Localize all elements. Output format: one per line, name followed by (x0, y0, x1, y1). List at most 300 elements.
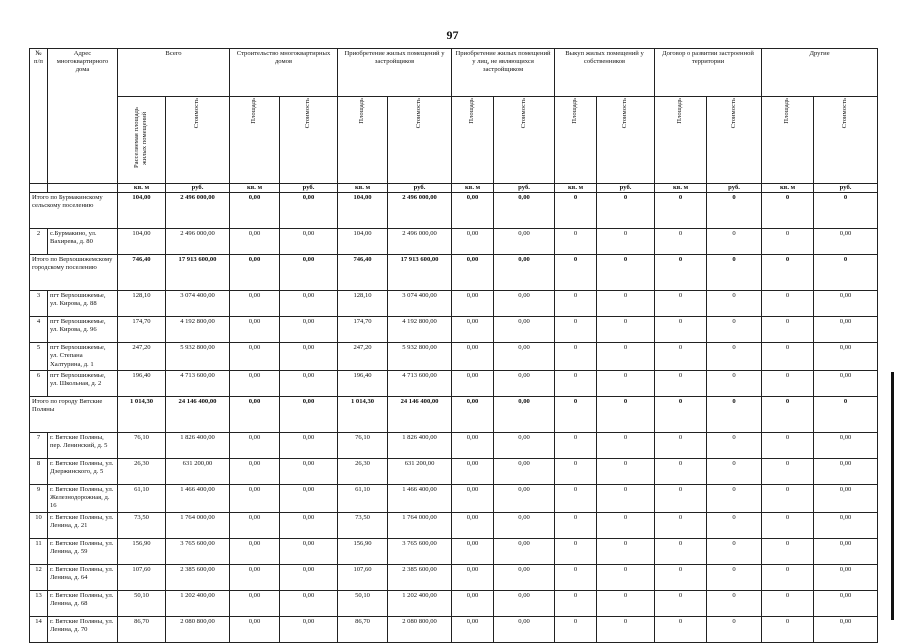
value-cell: 0,00 (494, 538, 555, 564)
value-cell: 0 (707, 343, 762, 371)
value-cell: 2 496 000,00 (166, 193, 230, 229)
value-cell: 0 (597, 291, 655, 317)
value-cell: 50,10 (118, 590, 166, 616)
value-cell: 0 (707, 370, 762, 396)
row-address: г. Вятские Поляны, ул. Дзержинского, д. 5 (48, 458, 118, 484)
value-cell: 0 (597, 317, 655, 343)
header-group-development-agreement: Договор о развитии застроенной территории (655, 49, 762, 97)
value-cell: 1 466 400,00 (388, 484, 452, 512)
value-cell: 61,10 (338, 484, 388, 512)
value-cell: 0 (655, 291, 707, 317)
value-cell: 0,00 (280, 432, 338, 458)
row-address: г. Вятские Поляны, ул. Ленина, д. 21 (48, 512, 118, 538)
value-cell: 0,00 (280, 484, 338, 512)
header-group-construction: Строительство многоквартирных домов (230, 49, 338, 97)
value-cell: 0,00 (452, 317, 494, 343)
value-cell: 73,50 (118, 512, 166, 538)
value-cell: 73,50 (338, 512, 388, 538)
value-cell: 0 (814, 193, 878, 229)
row-address: г. Вятские Поляны, ул. Ленина, д. 59 (48, 538, 118, 564)
value-cell: 0,00 (494, 317, 555, 343)
row-number: 7 (30, 432, 48, 458)
value-cell: 0 (555, 370, 597, 396)
value-cell: 0 (597, 512, 655, 538)
table-row (30, 590, 878, 616)
value-cell: 746,40 (118, 255, 166, 291)
value-cell: 0 (707, 317, 762, 343)
page-number: 97 (446, 28, 459, 42)
value-cell: 0 (707, 512, 762, 538)
unit-cell: кв. м (118, 184, 166, 193)
value-cell: 0 (655, 458, 707, 484)
value-cell: 0 (555, 396, 597, 432)
value-cell: 0,00 (230, 396, 280, 432)
value-cell: 0 (555, 564, 597, 590)
value-cell: 0 (762, 317, 814, 343)
row-number: 6 (30, 370, 48, 396)
row-address: г. Вятские Поляны, ул. Ленина, д. 68 (48, 590, 118, 616)
subheader-label: Стоимость (519, 98, 527, 129)
subheader-label: Площадь (571, 98, 579, 124)
value-cell: 0 (655, 396, 707, 432)
row-number: 12 (30, 564, 48, 590)
value-cell: 0,00 (280, 193, 338, 229)
header-num: № п/п (30, 49, 48, 184)
value-cell: 0 (555, 193, 597, 229)
value-cell: 0 (597, 396, 655, 432)
value-cell: 0,00 (814, 343, 878, 371)
value-cell: 0 (655, 564, 707, 590)
value-cell: 0 (597, 370, 655, 396)
value-cell: 26,30 (118, 458, 166, 484)
value-cell: 4 192 800,00 (388, 317, 452, 343)
value-cell: 0,00 (814, 432, 878, 458)
value-cell: 0,00 (814, 538, 878, 564)
row-number: 5 (30, 343, 48, 371)
value-cell: 24 146 400,00 (388, 396, 452, 432)
value-cell: 0,00 (280, 564, 338, 590)
value-cell: 0,00 (494, 484, 555, 512)
value-cell: 0,00 (230, 458, 280, 484)
value-cell: 1 014,30 (118, 396, 166, 432)
subheader-cell (555, 97, 597, 184)
value-cell: 3 765 600,00 (166, 538, 230, 564)
value-cell: 0,00 (230, 343, 280, 371)
value-cell: 26,30 (338, 458, 388, 484)
value-cell: 104,00 (118, 229, 166, 255)
value-cell: 0 (762, 484, 814, 512)
unit-cell: руб. (707, 184, 762, 193)
value-cell: 174,70 (118, 317, 166, 343)
value-cell: 0,00 (280, 291, 338, 317)
value-cell: 0 (555, 512, 597, 538)
subheader-cell (166, 97, 230, 184)
value-cell: 0,00 (494, 564, 555, 590)
value-cell: 0,00 (280, 229, 338, 255)
value-cell: 0 (597, 432, 655, 458)
value-cell: 0 (762, 229, 814, 255)
value-cell: 0,00 (230, 193, 280, 229)
value-cell: 0 (655, 432, 707, 458)
value-cell: 0 (655, 616, 707, 642)
subheader-cell (230, 97, 280, 184)
value-cell: 196,40 (338, 370, 388, 396)
value-cell: 746,40 (338, 255, 388, 291)
value-cell: 0,00 (452, 193, 494, 229)
subheader-label: Расселяемая площадь жилых помещений (133, 107, 149, 169)
value-cell: 0,00 (814, 616, 878, 642)
value-cell: 0,00 (452, 255, 494, 291)
value-cell: 0 (555, 484, 597, 512)
value-cell: 0,00 (814, 291, 878, 317)
value-cell: 128,10 (118, 291, 166, 317)
value-cell: 0,00 (280, 396, 338, 432)
value-cell: 1 826 400,00 (388, 432, 452, 458)
subheader-cell (494, 97, 555, 184)
value-cell: 2 080 800,00 (166, 616, 230, 642)
value-cell: 1 014,30 (338, 396, 388, 432)
table-row (30, 484, 878, 512)
value-cell: 0 (597, 255, 655, 291)
subtotal-label: Итого по Бурмакинскому сельскому поселению (30, 193, 118, 229)
row-number: 14 (30, 616, 48, 642)
value-cell: 3 074 400,00 (388, 291, 452, 317)
unit-cell: руб. (388, 184, 452, 193)
value-cell: 107,60 (118, 564, 166, 590)
value-cell: 0,00 (814, 590, 878, 616)
resettlement-table (29, 48, 878, 643)
value-cell: 0 (555, 255, 597, 291)
value-cell: 0 (762, 616, 814, 642)
value-cell: 0,00 (814, 484, 878, 512)
subtotal-label: Итого по городу Вятские Поляны (30, 396, 118, 432)
value-cell: 0,00 (230, 255, 280, 291)
table-row (30, 616, 878, 642)
value-cell: 0,00 (494, 616, 555, 642)
value-cell: 0,00 (280, 538, 338, 564)
subheader-label: Площадь (358, 98, 366, 124)
value-cell: 104,00 (338, 229, 388, 255)
subtotal-row (30, 255, 878, 291)
value-cell: 2 080 800,00 (388, 616, 452, 642)
unit-cell: кв. м (338, 184, 388, 193)
value-cell: 0 (597, 484, 655, 512)
value-cell: 0 (655, 538, 707, 564)
table-row (30, 432, 878, 458)
value-cell: 0 (655, 193, 707, 229)
value-cell: 0,00 (452, 538, 494, 564)
subheader-label: Площадь (468, 98, 476, 124)
value-cell: 0,00 (494, 255, 555, 291)
unit-cell: кв. м (452, 184, 494, 193)
value-cell: 0,00 (452, 370, 494, 396)
value-cell: 0,00 (814, 512, 878, 538)
header-address: Адрес многоквартирного дома (48, 49, 118, 184)
value-cell: 0,00 (494, 229, 555, 255)
row-address: пгт Верхошижемье, ул. Кирова, д. 88 (48, 291, 118, 317)
units-spacer (30, 184, 48, 193)
value-cell: 0,00 (494, 458, 555, 484)
value-cell: 0 (555, 458, 597, 484)
value-cell: 0,00 (814, 317, 878, 343)
margin-bar (891, 372, 894, 620)
value-cell: 0 (597, 343, 655, 371)
value-cell: 2 496 000,00 (388, 193, 452, 229)
value-cell: 156,90 (118, 538, 166, 564)
value-cell: 1 826 400,00 (166, 432, 230, 458)
value-cell: 107,60 (338, 564, 388, 590)
value-cell: 174,70 (338, 317, 388, 343)
value-cell: 0,00 (452, 564, 494, 590)
value-cell: 0 (555, 229, 597, 255)
value-cell: 17 913 600,00 (166, 255, 230, 291)
value-cell: 104,00 (338, 193, 388, 229)
value-cell: 0 (597, 616, 655, 642)
value-cell: 0 (762, 396, 814, 432)
value-cell: 0 (655, 229, 707, 255)
value-cell: 0 (707, 564, 762, 590)
value-cell: 0,00 (230, 564, 280, 590)
row-address: пгт Верхошижемье, ул. Кирова, д. 96 (48, 317, 118, 343)
row-number: 4 (30, 317, 48, 343)
value-cell: 0 (655, 484, 707, 512)
value-cell: 0,00 (452, 512, 494, 538)
subheader-cell (762, 97, 814, 184)
subheader-label: Стоимость (193, 98, 201, 129)
row-number: 8 (30, 458, 48, 484)
value-cell: 0 (555, 590, 597, 616)
table-row (30, 229, 878, 255)
row-number: 3 (30, 291, 48, 317)
row-number: 2 (30, 229, 48, 255)
value-cell: 631 200,00 (388, 458, 452, 484)
value-cell: 247,20 (118, 343, 166, 371)
subtotal-row (30, 396, 878, 432)
subheader-label: Площадь (783, 98, 791, 124)
value-cell: 0 (707, 538, 762, 564)
unit-cell: кв. м (762, 184, 814, 193)
value-cell: 1 202 400,00 (388, 590, 452, 616)
value-cell: 4 713 600,00 (166, 370, 230, 396)
value-cell: 0,00 (494, 590, 555, 616)
subheader-cell (814, 97, 878, 184)
value-cell: 0,00 (230, 370, 280, 396)
header-group-nondeveloper-purchase: Приобретение жилых помещений у лиц, не являющихся застройщиком (452, 49, 555, 97)
value-cell: 0 (707, 291, 762, 317)
table-row (30, 291, 878, 317)
value-cell: 24 146 400,00 (166, 396, 230, 432)
value-cell: 0 (555, 538, 597, 564)
value-cell: 156,90 (338, 538, 388, 564)
value-cell: 0,00 (280, 616, 338, 642)
value-cell: 0 (762, 564, 814, 590)
value-cell: 0,00 (452, 616, 494, 642)
value-cell: 0 (762, 193, 814, 229)
value-cell: 0 (655, 343, 707, 371)
value-cell: 0 (655, 370, 707, 396)
value-cell: 0 (762, 590, 814, 616)
value-cell: 0,00 (230, 512, 280, 538)
value-cell: 0 (655, 255, 707, 291)
value-cell: 76,10 (118, 432, 166, 458)
value-cell: 3 765 600,00 (388, 538, 452, 564)
value-cell: 0,00 (452, 343, 494, 371)
value-cell: 1 764 000,00 (388, 512, 452, 538)
value-cell: 0 (762, 370, 814, 396)
table-row (30, 317, 878, 343)
value-cell: 0,00 (280, 512, 338, 538)
value-cell: 0 (762, 538, 814, 564)
row-address: с.Бурмакино, ул. Вахирева, д. 80 (48, 229, 118, 255)
subheader-label: Площадь (676, 98, 684, 124)
value-cell: 0,00 (230, 432, 280, 458)
row-address: г. Вятские Поляны, ул. Ленина, д. 64 (48, 564, 118, 590)
unit-cell: кв. м (555, 184, 597, 193)
value-cell: 50,10 (338, 590, 388, 616)
header-group-other: Другие (762, 49, 878, 97)
subheader-cell (707, 97, 762, 184)
subheader-cell (597, 97, 655, 184)
row-address: г. Вятские Поляны, ул. Железнодорожная, д. 16 (48, 484, 118, 512)
value-cell: 0 (707, 229, 762, 255)
value-cell: 0,00 (494, 343, 555, 371)
table-row (30, 538, 878, 564)
row-address: г. Вятские Поляны, пер. Ленинский, д. 5 (48, 432, 118, 458)
unit-cell: руб. (166, 184, 230, 193)
subheader-label: Стоимость (841, 98, 849, 129)
subheader-label: Стоимость (621, 98, 629, 129)
value-cell: 0,00 (452, 484, 494, 512)
value-cell: 0 (555, 616, 597, 642)
value-cell: 86,70 (118, 616, 166, 642)
header-group-total: Всего (118, 49, 230, 97)
value-cell: 2 385 600,00 (166, 564, 230, 590)
value-cell: 0,00 (230, 484, 280, 512)
value-cell: 0,00 (230, 538, 280, 564)
value-cell: 0 (707, 432, 762, 458)
value-cell: 0,00 (452, 432, 494, 458)
value-cell: 1 202 400,00 (166, 590, 230, 616)
value-cell: 0,00 (814, 229, 878, 255)
value-cell: 0 (707, 255, 762, 291)
value-cell: 1 764 000,00 (166, 512, 230, 538)
value-cell: 0 (655, 512, 707, 538)
row-number: 9 (30, 484, 48, 512)
row-address: г. Вятские Поляны, ул. Ленина, д. 70 (48, 616, 118, 642)
value-cell: 0 (597, 538, 655, 564)
value-cell: 247,20 (338, 343, 388, 371)
value-cell: 0 (762, 343, 814, 371)
value-cell: 0 (555, 291, 597, 317)
value-cell: 0 (555, 317, 597, 343)
subtotal-row (30, 193, 878, 229)
value-cell: 76,10 (338, 432, 388, 458)
unit-cell: руб. (814, 184, 878, 193)
value-cell: 0,00 (230, 229, 280, 255)
value-cell: 0,00 (230, 317, 280, 343)
value-cell: 0,00 (452, 458, 494, 484)
table-row (30, 458, 878, 484)
value-cell: 17 913 600,00 (388, 255, 452, 291)
unit-cell: кв. м (230, 184, 280, 193)
row-number: 10 (30, 512, 48, 538)
value-cell: 5 932 800,00 (166, 343, 230, 371)
value-cell: 0 (555, 343, 597, 371)
value-cell: 631 200,00 (166, 458, 230, 484)
value-cell: 0,00 (452, 229, 494, 255)
value-cell: 0 (597, 229, 655, 255)
value-cell: 0 (707, 590, 762, 616)
subheader-cell (118, 97, 166, 184)
table-row (30, 564, 878, 590)
value-cell: 0 (655, 317, 707, 343)
row-number: 13 (30, 590, 48, 616)
value-cell: 0,00 (280, 458, 338, 484)
value-cell: 4 192 800,00 (166, 317, 230, 343)
value-cell: 0,00 (494, 432, 555, 458)
value-cell: 0,00 (452, 590, 494, 616)
value-cell: 0 (597, 193, 655, 229)
value-cell: 0,00 (280, 343, 338, 371)
subheader-cell (655, 97, 707, 184)
subheader-cell (452, 97, 494, 184)
row-address: пгт Верхошижемье, ул. Школьная, д. 2 (48, 370, 118, 396)
value-cell: 0,00 (230, 590, 280, 616)
value-cell: 0 (762, 432, 814, 458)
subheader-label: Стоимость (304, 98, 312, 129)
value-cell: 3 074 400,00 (166, 291, 230, 317)
value-cell: 0,00 (814, 564, 878, 590)
subheader-label: Стоимость (729, 98, 737, 129)
value-cell: 0,00 (452, 396, 494, 432)
units-spacer (48, 184, 118, 193)
header-group-developer-purchase: Приобретение жилых помещений у застройщиков (338, 49, 452, 97)
value-cell: 0,00 (494, 370, 555, 396)
value-cell: 0,00 (494, 193, 555, 229)
value-cell: 0 (707, 616, 762, 642)
unit-cell: кв. м (655, 184, 707, 193)
value-cell: 0,00 (280, 590, 338, 616)
value-cell: 0,00 (494, 396, 555, 432)
value-cell: 0 (762, 255, 814, 291)
value-cell: 0 (707, 193, 762, 229)
value-cell: 0 (597, 564, 655, 590)
subheader-cell (280, 97, 338, 184)
value-cell: 0 (814, 255, 878, 291)
value-cell: 196,40 (118, 370, 166, 396)
header-group-buyout: Выкуп жилых помещений у собственников (555, 49, 655, 97)
value-cell: 4 713 600,00 (388, 370, 452, 396)
value-cell: 0 (597, 458, 655, 484)
unit-cell: руб. (494, 184, 555, 193)
value-cell: 128,10 (338, 291, 388, 317)
value-cell: 0 (707, 396, 762, 432)
value-cell: 0,00 (814, 458, 878, 484)
value-cell: 0 (814, 396, 878, 432)
value-cell: 0 (707, 484, 762, 512)
value-cell: 61,10 (118, 484, 166, 512)
value-cell: 104,00 (118, 193, 166, 229)
table-row (30, 512, 878, 538)
value-cell: 0,00 (280, 370, 338, 396)
value-cell: 0,00 (230, 616, 280, 642)
value-cell: 0 (762, 458, 814, 484)
subheader-cell (338, 97, 388, 184)
value-cell: 0,00 (280, 317, 338, 343)
unit-cell: руб. (280, 184, 338, 193)
value-cell: 0 (707, 458, 762, 484)
value-cell: 0,00 (280, 255, 338, 291)
